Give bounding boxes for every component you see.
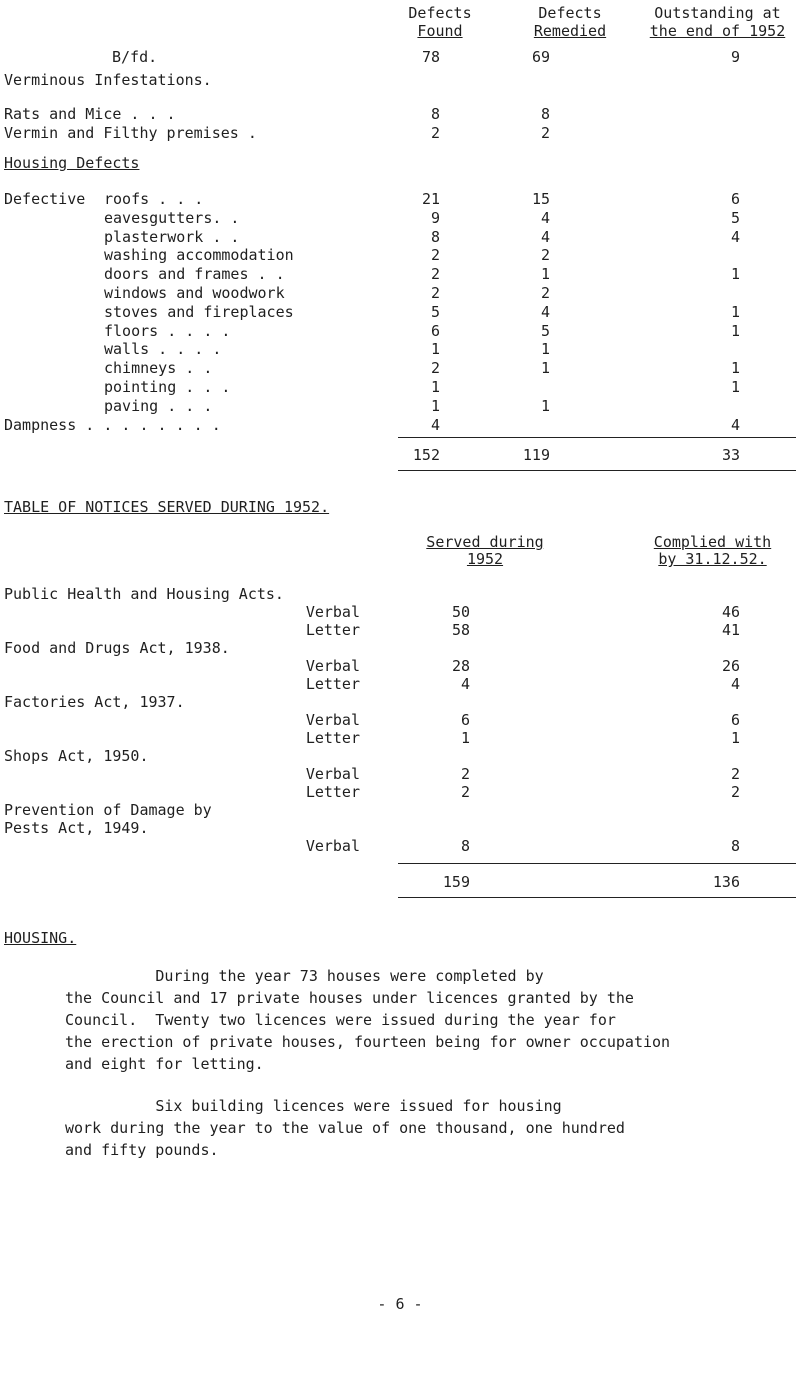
verminous-heading: Verminous Infestations. — [4, 71, 212, 89]
row-found: 2 — [430, 265, 440, 283]
notice-complied: 46 — [721, 603, 740, 621]
row-label: Rats and Mice . . . — [4, 105, 176, 123]
col-header-outstanding: Outstanding at — [654, 4, 781, 22]
defective-label: Defective — [4, 190, 86, 208]
notice-served: 50 — [451, 603, 470, 621]
row-label: washing accommodation — [104, 246, 294, 264]
row-remedied: 4 — [540, 209, 550, 227]
dampness-outstanding: 4 — [730, 416, 740, 434]
row-outstanding: 6 — [730, 190, 740, 208]
dampness-found: 4 — [430, 416, 440, 434]
bfd-label: B/fd. — [112, 48, 158, 66]
row-found: 6 — [430, 322, 440, 340]
notice-served: 8 — [460, 837, 470, 855]
row-label: floors . . . . — [104, 322, 231, 340]
row-label: chimneys . . — [104, 359, 213, 377]
notice-type: Verbal — [305, 837, 360, 855]
row-found: 9 — [430, 209, 440, 227]
notice-type: Verbal — [305, 765, 360, 783]
notice-complied: 8 — [730, 837, 740, 855]
row-outstanding: 1 — [730, 359, 740, 377]
row-label: Vermin and Filthy premises . — [4, 124, 257, 142]
row-remedied: 2 — [540, 124, 550, 142]
row-outstanding: 1 — [730, 322, 740, 340]
notice-served: 2 — [460, 765, 470, 783]
row-found: 21 — [421, 190, 440, 208]
notice-complied: 6 — [730, 711, 740, 729]
bfd-remedied: 69 — [531, 48, 550, 66]
bfd-found: 78 — [421, 48, 440, 66]
notices-title: TABLE OF NOTICES SERVED DURING 1952. — [4, 498, 330, 516]
notices-total-complied: 136 — [712, 873, 740, 891]
act-name: Shops Act, 1950. — [4, 747, 149, 765]
notices-totals-rule — [398, 863, 796, 864]
col-header-complied: Complied with — [653, 533, 772, 551]
row-label: walls . . . . — [104, 340, 222, 358]
row-remedied: 8 — [540, 105, 550, 123]
notice-served: 2 — [460, 783, 470, 801]
act-name-2: Pests Act, 1949. — [4, 819, 149, 837]
col-header-served: Served during — [426, 533, 544, 551]
row-label: eavesgutters. . — [104, 209, 240, 227]
row-outstanding: 4 — [730, 228, 740, 246]
notice-served: 28 — [451, 657, 470, 675]
row-label: windows and woodwork — [104, 284, 285, 302]
dampness-label: Dampness . . . . . . . . — [4, 416, 221, 434]
notice-complied: 41 — [721, 621, 740, 639]
row-found: 2 — [430, 359, 440, 377]
row-outstanding: 1 — [730, 265, 740, 283]
notice-served: 58 — [451, 621, 470, 639]
row-label: paving . . . — [104, 397, 213, 415]
notice-type: Letter — [305, 729, 360, 747]
row-outstanding: 5 — [730, 209, 740, 227]
notices-total-served: 159 — [442, 873, 470, 891]
row-found: 8 — [430, 105, 440, 123]
notice-complied: 26 — [721, 657, 740, 675]
housing-paragraph-1: During the year 73 houses were completed by the Council and 17 private houses under licences granted by the Council. Twenty two licences were issued during the year for the erection of private houses, fourteen being for owner occupation and eight for letting. — [65, 967, 671, 1073]
notice-type: Letter — [305, 675, 360, 693]
housing-defects-heading: Housing Defects — [4, 154, 140, 172]
notice-type: Letter — [305, 783, 360, 801]
col-header-found-2: Found — [417, 22, 463, 40]
row-remedied: 15 — [531, 190, 550, 208]
notice-type: Verbal — [305, 711, 360, 729]
row-label: roofs . . . — [104, 190, 204, 208]
row-found: 1 — [430, 378, 440, 396]
act-name: Food and Drugs Act, 1938. — [4, 639, 230, 657]
total-found: 152 — [412, 446, 440, 464]
act-name: Public Health and Housing Acts. — [4, 585, 284, 603]
row-outstanding: 1 — [730, 303, 740, 321]
row-found: 1 — [430, 340, 440, 358]
total-outstanding: 33 — [721, 446, 740, 464]
row-found: 8 — [430, 228, 440, 246]
row-remedied: 1 — [540, 397, 550, 415]
col-header-outstanding-2: the end of 1952 — [649, 22, 786, 40]
totals-rule — [398, 437, 796, 438]
row-remedied: 1 — [540, 340, 550, 358]
bfd-outstanding: 9 — [730, 48, 740, 66]
housing-paragraph-2: Six building licences were issued for housing work during the year to the value of one thousand, one hundred and fifty pounds. — [65, 1097, 625, 1159]
row-remedied: 4 — [540, 228, 550, 246]
row-remedied: 2 — [540, 284, 550, 302]
notice-complied: 1 — [730, 729, 740, 747]
row-remedied: 2 — [540, 246, 550, 264]
col-header-remedied-2: Remedied — [533, 22, 607, 40]
row-remedied: 1 — [540, 265, 550, 283]
notice-complied: 2 — [730, 765, 740, 783]
notice-type: Verbal — [305, 657, 360, 675]
row-label: pointing . . . — [104, 378, 231, 396]
housing-heading: HOUSING. — [4, 929, 77, 947]
row-found: 2 — [430, 284, 440, 302]
notice-complied: 4 — [730, 675, 740, 693]
notice-complied: 2 — [730, 783, 740, 801]
row-found: 1 — [430, 397, 440, 415]
totals-bottom-rule — [398, 470, 796, 471]
total-remedied: 119 — [522, 446, 550, 464]
notice-served: 1 — [460, 729, 470, 747]
row-label: doors and frames . . — [104, 265, 285, 283]
row-outstanding: 1 — [730, 378, 740, 396]
notices-totals-bottom-rule — [398, 897, 796, 898]
row-remedied: 5 — [540, 322, 550, 340]
col-header-found: Defects — [408, 4, 472, 22]
row-label: plasterwork . . — [104, 228, 240, 246]
page-number: - 6 - — [377, 1295, 423, 1313]
notice-served: 4 — [460, 675, 470, 693]
col-header-remedied: Defects — [538, 4, 602, 22]
row-found: 2 — [430, 124, 440, 142]
act-name: Prevention of Damage by — [4, 801, 212, 819]
row-label: stoves and fireplaces — [104, 303, 294, 321]
notice-type: Verbal — [305, 603, 360, 621]
act-name: Factories Act, 1937. — [4, 693, 185, 711]
row-remedied: 4 — [540, 303, 550, 321]
row-remedied: 1 — [540, 359, 550, 377]
col-header-served-2: 1952 — [466, 550, 504, 568]
row-found: 5 — [430, 303, 440, 321]
notice-served: 6 — [460, 711, 470, 729]
row-found: 2 — [430, 246, 440, 264]
col-header-complied-2: by 31.12.52. — [658, 550, 767, 568]
notice-type: Letter — [305, 621, 360, 639]
